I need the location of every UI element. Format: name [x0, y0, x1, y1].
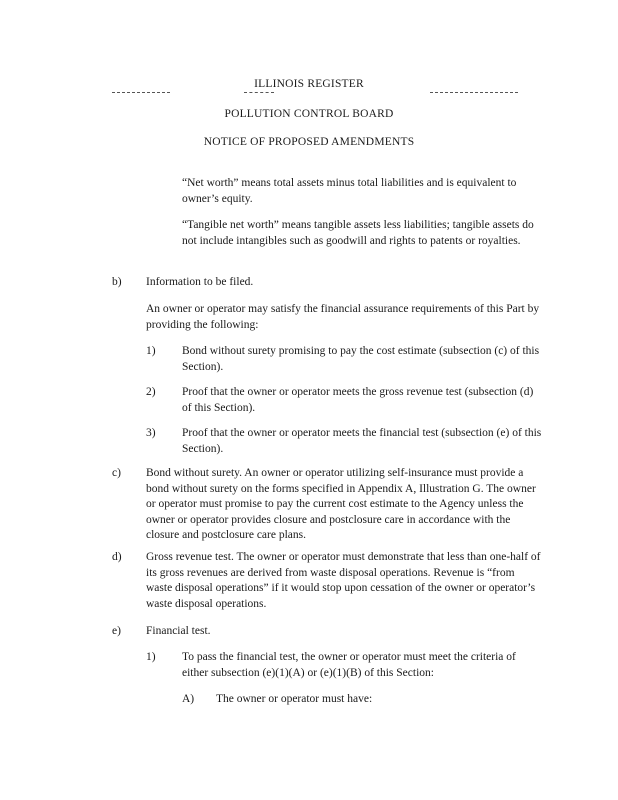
- section-b-item-2-label: 2): [146, 386, 156, 398]
- section-e-heading: Financial test.: [146, 625, 211, 637]
- header-register: ILLINOIS REGISTER: [254, 78, 364, 90]
- header-rule-right: [430, 92, 518, 93]
- section-e-item-1-text: To pass the financial test, the owner or operator must meet the criteria of either subsection (e)(1)(A) or (e)(1)(B) of this Section:: [182, 651, 516, 679]
- header-notice: NOTICE OF PROPOSED AMENDMENTS: [203, 136, 415, 148]
- section-c-label: c): [112, 467, 121, 479]
- section-b-intro: An owner or operator may satisfy the financial assurance requirements of this Part by providing the following:: [146, 303, 540, 331]
- section-e-item-1-label: 1): [146, 651, 156, 663]
- section-d-label: d): [112, 551, 122, 563]
- definition-tangible-net-worth: “Tangible net worth” means tangible assets less liabilities; tangible assets do not include intangibles such as goodwill and rights to patents or royalties.: [182, 219, 534, 247]
- section-b-item-3-label: 3): [146, 427, 156, 439]
- header-rule-left: [112, 92, 170, 93]
- section-e-item-a-label: A): [182, 693, 195, 705]
- section-e-item-a-text: The owner or operator must have:: [216, 693, 373, 705]
- header-board: POLLUTION CONTROL BOARD: [224, 108, 394, 120]
- section-b-heading: Information to be filed.: [146, 276, 254, 288]
- section-b-item-1-text: Bond without surety promising to pay the cost estimate (subsection (c) of this Section).: [182, 345, 540, 373]
- section-b-item-2-text: Proof that the owner or operator meets the gross revenue test (subsection (d) of this Section).: [182, 386, 534, 414]
- definition-net-worth: “Net worth” means total assets minus total liabilities and is equivalent to owner’s equity.: [182, 177, 517, 205]
- section-b-label: b): [112, 276, 122, 288]
- header-rule-center: [244, 92, 274, 93]
- section-e-label: e): [112, 625, 121, 637]
- section-d-text: Gross revenue test. The owner or operator must demonstrate that less than one-half of its gross revenues are derived from waste disposal operations. Revenue is “from waste disposal operations” if it would stop upon cessation of the owner or operator’s waste disposal operations.: [146, 551, 541, 610]
- section-b-item-3-text: Proof that the owner or operator meets the financial test (subsection (e) of this Section).: [182, 427, 542, 455]
- section-c-text: Bond without surety. An owner or operator utilizing self-insurance must provide a bond without surety on the forms specified in Appendix A, Illustration G. The owner or operator must promise to pay the current cost estimate to the Agency unless the owner or operator provides closure and postclosure care in accordance with the closure and postclosure care plans.: [146, 467, 536, 541]
- section-b-item-1-label: 1): [146, 345, 156, 357]
